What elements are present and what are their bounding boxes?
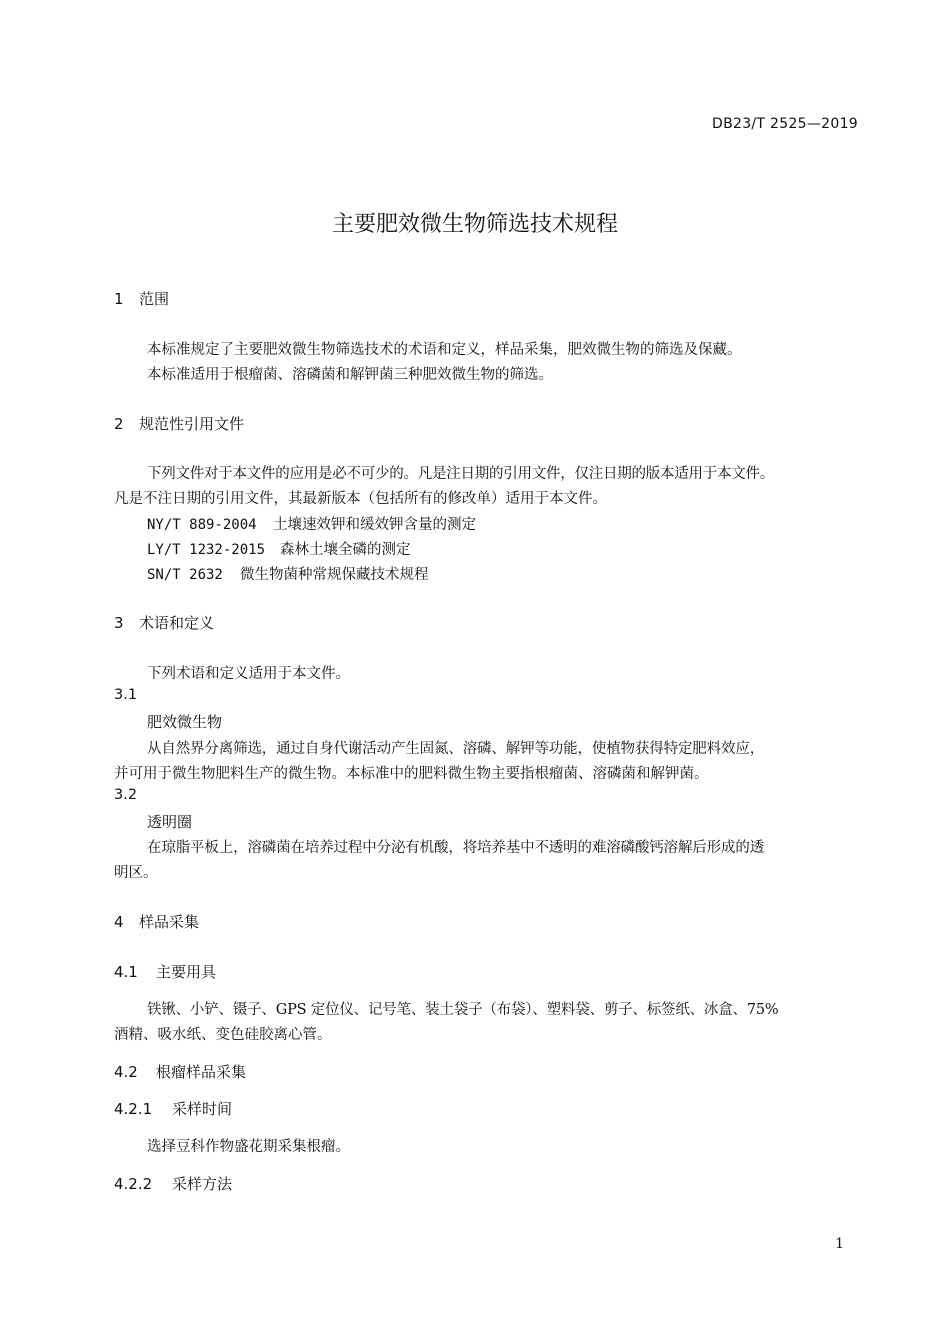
document-title: 主要肥效微生物筛选技术规程	[331, 212, 618, 237]
paragraph: 明区。	[114, 865, 158, 881]
standard-code: DB23/T 2525—2019	[712, 116, 858, 132]
paragraph: 在琼脂平板上，溶磷菌在培养过程中分泌有机酸，将培养基中不透明的难溶磷酸钙溶解后形成的透	[147, 840, 765, 856]
paragraph: 铁锹、小铲、镊子、GPS 定位仪、记号笔、装土袋子（布袋）、塑料袋、剪子、标签纸、冰盒、75%	[147, 1002, 779, 1018]
section-number: 4.2.1	[114, 1100, 153, 1118]
section-number: 4.2.2	[114, 1175, 153, 1193]
paragraph: 并可用于微生物肥料生产的微生物。本标准中的肥料微生物主要指根瘤菌、溶磷菌和解钾菌。	[114, 766, 709, 782]
reference-title: 森林土壤全磷的测定	[280, 542, 411, 558]
paragraph: 酒精、吸水纸、变色硅胶离心管。	[114, 1027, 332, 1043]
section-number: 4	[114, 913, 124, 931]
term-name: 肥效微生物	[147, 713, 223, 731]
paragraph: 本标准规定了主要肥效微生物筛选技术的术语和定义，样品采集，肥效微生物的筛选及保藏。	[147, 342, 742, 358]
section-title: 采样方法	[172, 1175, 233, 1193]
paragraph: 从自然界分离筛选，通过自身代谢活动产生固氮、溶磷、解钾等功能，使植物获得特定肥料效应，	[147, 741, 765, 757]
paragraph: 下列术语和定义适用于本文件。	[147, 666, 350, 682]
section-4-heading	[114, 911, 199, 932]
section-number: 4.2	[114, 1063, 138, 1081]
section-title: 采样时间	[172, 1100, 233, 1118]
section-title: 术语和定义	[139, 614, 215, 632]
section-number: 2	[114, 415, 124, 433]
term-number: 3.1	[114, 687, 138, 703]
section-title: 规范性引用文件	[139, 415, 245, 433]
reference-title: 土壤速效钾和缓效钾含量的测定	[273, 517, 476, 533]
term-number: 3.2	[114, 787, 138, 803]
subsection-4-1-heading	[114, 961, 216, 982]
reference-code: SN/T 2632	[147, 567, 223, 583]
term-name: 透明圈	[147, 813, 193, 831]
page-number: 1	[835, 1236, 844, 1252]
section-title: 样品采集	[139, 913, 200, 931]
section-number: 3	[114, 614, 124, 632]
paragraph: 下列文件对于本文件的应用是必不可少的。凡是注日期的引用文件，仅注日期的版本适用于本文件。	[147, 466, 774, 482]
section-number: 4.1	[114, 963, 138, 981]
subsection-4-2-2-heading	[114, 1173, 232, 1194]
paragraph: 凡是不注日期的引用文件，其最新版本（包括所有的修改单）适用于本文件。	[114, 491, 607, 507]
subsection-4-2-1-heading	[114, 1098, 232, 1119]
reference-item	[147, 563, 429, 584]
section-title: 范围	[139, 290, 170, 308]
section-number: 1	[114, 290, 124, 308]
paragraph: 本标准适用于根瘤菌、溶磷菌和解钾菌三种肥效微生物的筛选。	[147, 367, 553, 383]
subsection-4-2-heading	[114, 1061, 246, 1082]
section-3-heading	[114, 612, 214, 633]
reference-code: NY/T 889-2004	[147, 517, 257, 533]
reference-code: LY/T 1232-2015	[147, 542, 266, 558]
section-title: 主要用具	[156, 963, 217, 981]
paragraph: 选择豆科作物盛花期采集根瘤。	[147, 1139, 350, 1155]
reference-item	[147, 513, 476, 534]
section-2-heading	[114, 413, 244, 434]
section-1-heading	[114, 288, 169, 309]
reference-item	[147, 538, 411, 559]
section-title: 根瘤样品采集	[156, 1063, 247, 1081]
reference-title: 微生物菌种常规保藏技术规程	[240, 567, 429, 583]
